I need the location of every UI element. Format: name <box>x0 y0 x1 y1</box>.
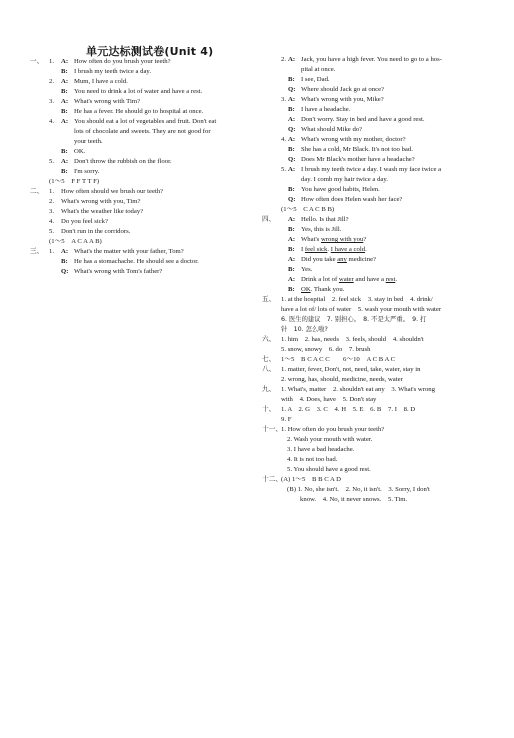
answer-text: Drink a lot of water and have a rest. <box>301 276 398 283</box>
answer-text: What's wrong with you? <box>301 236 367 243</box>
answer-text: with 4. Does, have 5. Don't stay <box>281 396 377 403</box>
answer-text: (1～5 A C A A B) <box>49 238 102 245</box>
speaker-label: B: <box>61 88 68 95</box>
answer-text: 2. wrong, has, should, medicine, needs, water <box>281 376 403 383</box>
answer-text: What's wrong with you, Mike? <box>301 96 384 103</box>
answer-line <box>262 65 494 75</box>
section-number: 十一、 <box>262 426 283 433</box>
answer-line <box>262 315 494 325</box>
speaker-label: Q: <box>288 156 296 163</box>
section-number: 二、 <box>30 188 44 195</box>
answer-text: I see, Dad. <box>301 76 330 83</box>
answer-line <box>262 335 494 345</box>
answer-column-right <box>262 55 494 505</box>
answer-text: Where should Jack go at once? <box>301 86 385 93</box>
answer-text: (1～5 C A C B B) <box>281 206 335 213</box>
speaker-label: Q: <box>61 268 69 275</box>
answer-text: 5. snow, snowy 6. do 7. brush <box>281 346 371 353</box>
answer-text: pital at once. <box>301 66 336 73</box>
speaker-label: A: <box>288 276 296 283</box>
answer-text: (1～5 F F T T F) <box>49 178 100 185</box>
answer-line <box>262 55 494 65</box>
answer-text: What's wrong with you, Tim? <box>61 198 141 205</box>
answer-text: 1. matter, fever, Don't, not, need, take, water, stay in <box>281 366 421 373</box>
answer-text: What should Mike do? <box>301 126 363 133</box>
answer-line <box>30 177 262 187</box>
item-number: 5. <box>281 166 287 173</box>
answer-line <box>262 225 494 235</box>
speaker-label: A: <box>61 58 69 65</box>
answer-text: Don't run in the corridors. <box>61 228 131 235</box>
answer-text: Don't worry. Stay in bed and have a good rest. <box>301 116 425 123</box>
answer-line <box>30 97 262 107</box>
answer-line <box>30 127 262 137</box>
answer-line <box>30 147 262 157</box>
answer-text: I brush my teeth twice a day. I wash my face twice a <box>301 166 442 173</box>
item-number: 5. <box>49 228 55 235</box>
answer-text: your teeth. <box>74 138 103 145</box>
answer-text: 1. What's, matter 2. shouldn't eat any 3. What's wrong <box>281 386 435 393</box>
answer-text: 1. him 2. has, needs 3. feels, should 4. shouldn't <box>281 336 424 343</box>
answer-line <box>262 145 494 155</box>
answer-line <box>30 77 262 87</box>
section-number: 七、 <box>262 356 276 363</box>
answer-text: Don't throw the rubbish on the floor. <box>74 158 172 165</box>
answer-line <box>262 135 494 145</box>
speaker-label: A: <box>288 96 296 103</box>
answer-text: What's the matter with your father, Tom? <box>74 248 184 255</box>
section-number: 六、 <box>262 336 276 343</box>
answer-text: I'm sorry. <box>74 168 100 175</box>
speaker-label: A: <box>288 166 296 173</box>
answer-text: Do you feel sick? <box>61 218 108 225</box>
item-number: 1. <box>49 58 55 65</box>
speaker-label: B: <box>61 168 68 175</box>
item-number: 3. <box>49 208 55 215</box>
section-number: 四、 <box>262 216 276 223</box>
answer-line <box>262 195 494 205</box>
answer-text: He has a stomachache. He should see a doctor. <box>74 258 199 265</box>
answer-text: Hello. Is that Jill? <box>301 216 349 223</box>
item-number: 3. <box>49 98 55 105</box>
answer-text: What's wrong with Tim? <box>74 98 141 105</box>
answer-text: 2. Wash your mouth with water. <box>287 436 373 443</box>
speaker-label: B: <box>61 148 68 155</box>
speaker-label: B: <box>288 106 295 113</box>
speaker-label: B: <box>61 108 68 115</box>
answer-line <box>30 67 262 77</box>
answer-text: She has a cold, Mr Black. It's not too bad. <box>301 146 413 153</box>
section-number: 十二、 <box>262 476 283 483</box>
answer-text: OK. <box>74 148 86 155</box>
speaker-label: B: <box>61 258 68 265</box>
answer-line <box>262 425 494 435</box>
answer-line <box>262 245 494 255</box>
item-number: 2. <box>49 198 55 205</box>
answer-line <box>262 155 494 165</box>
answer-line <box>262 485 494 495</box>
answer-text: Did you take any medicine? <box>301 256 377 263</box>
answer-line <box>262 105 494 115</box>
speaker-label: A: <box>61 118 69 125</box>
answer-line <box>30 227 262 237</box>
speaker-label: Q: <box>288 126 296 133</box>
section-number: 三、 <box>30 248 44 255</box>
answer-line <box>30 197 262 207</box>
item-number: 1. <box>49 188 55 195</box>
answer-line <box>262 235 494 245</box>
answer-text: He has a fever. He should go to hospital at once. <box>74 108 204 115</box>
answer-line <box>262 455 494 465</box>
answer-line <box>262 405 494 415</box>
answer-line <box>262 325 494 335</box>
answer-text: How often do you brush your teeth? <box>74 58 171 65</box>
answer-text: 4. It is not too bad. <box>287 456 338 463</box>
answer-line <box>262 435 494 445</box>
answer-line <box>30 267 262 277</box>
speaker-label: A: <box>61 158 69 165</box>
item-number: 2. <box>281 56 287 63</box>
answer-line <box>262 125 494 135</box>
answer-text: 6. 医生的建议 7. 别担心。 8. 不是太严重。 9. 打 <box>281 316 427 323</box>
speaker-label: A: <box>288 216 296 223</box>
answer-line <box>262 175 494 185</box>
answer-text: 针 10. 怎么啦? <box>281 326 328 333</box>
speaker-label: A: <box>288 116 296 123</box>
answer-text: 3. I have a bad headache. <box>287 446 355 453</box>
answer-line <box>262 215 494 225</box>
answer-line <box>262 75 494 85</box>
page-title: 单元达标测试卷(Unit 4) <box>86 45 214 58</box>
answer-line <box>262 295 494 305</box>
answer-text: You have good habits, Helen. <box>301 186 380 193</box>
answer-text: Jack, you have a high fever. You need to go to a hos- <box>301 56 442 63</box>
answer-line <box>30 157 262 167</box>
answer-text: (A) 1～5 B B C A D <box>281 476 342 483</box>
item-number: 4. <box>49 218 55 225</box>
speaker-label: B: <box>61 68 68 75</box>
answer-line <box>30 257 262 267</box>
answer-text: 1. How often do you brush your teeth? <box>281 426 385 433</box>
answer-line <box>30 167 262 177</box>
item-number: 1. <box>49 248 55 255</box>
speaker-label: Q: <box>288 86 296 93</box>
answer-text: How often should we brush our teeth? <box>61 188 164 195</box>
answer-text: What's the weather like today? <box>61 208 144 215</box>
answer-line <box>30 207 262 217</box>
answer-line <box>30 187 262 197</box>
answer-text: lots of chocolate and sweets. They are not good for <box>74 128 211 135</box>
section-number: 九、 <box>262 386 276 393</box>
answer-line <box>30 57 262 67</box>
speaker-label: B: <box>288 186 295 193</box>
answer-line <box>262 285 494 295</box>
answer-line <box>262 395 494 405</box>
answer-line <box>262 475 494 485</box>
speaker-label: A: <box>61 78 69 85</box>
answer-text: Does Mr Black's mother have a headache? <box>301 156 415 163</box>
item-number: 4. <box>281 136 287 143</box>
answer-text: Mum, I have a cold. <box>74 78 128 85</box>
speaker-label: A: <box>61 98 69 105</box>
speaker-label: A: <box>288 56 296 63</box>
answer-text: 9. F <box>281 416 292 423</box>
answer-line <box>262 355 494 365</box>
answer-line <box>262 205 494 215</box>
answer-line <box>30 137 262 147</box>
answer-text: How often does Helen wash her face? <box>301 196 403 203</box>
answer-text: (B) 1. No, she isn't. 2. No, it isn't. 3. Sorry, I don't <box>287 486 430 493</box>
answer-line <box>30 217 262 227</box>
answer-line <box>30 237 262 247</box>
answer-line <box>262 415 494 425</box>
answer-line <box>262 265 494 275</box>
section-number: 八、 <box>262 366 276 373</box>
answer-text: OK. Thank you. <box>301 286 345 293</box>
item-number: 5. <box>49 158 55 165</box>
item-number: 4. <box>49 118 55 125</box>
answer-text: Yes. <box>301 266 313 273</box>
item-number: 3. <box>281 96 287 103</box>
speaker-label: B: <box>288 246 295 253</box>
answer-text: What's wrong with Tom's father? <box>74 268 163 275</box>
answer-column-left <box>30 57 262 277</box>
answer-line <box>262 275 494 285</box>
answer-text: 1. at the hospital 2. feel sick 3. stay in bed 4. drink/ <box>281 296 433 303</box>
answer-text: I have a headache. <box>301 106 351 113</box>
answer-line <box>262 165 494 175</box>
speaker-label: A: <box>288 256 296 263</box>
speaker-label: B: <box>288 76 295 83</box>
speaker-label: B: <box>288 146 295 153</box>
speaker-label: B: <box>288 286 295 293</box>
answer-text: Yes, this is Jill. <box>301 226 342 233</box>
section-number: 五、 <box>262 296 276 303</box>
speaker-label: A: <box>288 136 296 143</box>
answer-line <box>262 495 494 505</box>
answer-text: 5. You should have a good rest. <box>287 466 371 473</box>
answer-line <box>262 305 494 315</box>
answer-text: day. I comb my hair twice a day. <box>301 176 388 183</box>
speaker-label: A: <box>288 236 296 243</box>
answer-text: 1～5 B C A C C 6～10 A C B A C <box>281 356 396 363</box>
item-number: 2. <box>49 78 55 85</box>
answer-line <box>262 375 494 385</box>
answer-text: I feel sick. I have a cold. <box>301 246 367 253</box>
answer-text: have a lot of/ lots of water 5. wash your mouth with water <box>281 306 442 313</box>
answer-line <box>30 247 262 257</box>
answer-line <box>262 365 494 375</box>
answer-text: What's wrong with my mother, doctor? <box>301 136 406 143</box>
speaker-label: A: <box>61 248 69 255</box>
answer-line <box>30 107 262 117</box>
speaker-label: B: <box>288 266 295 273</box>
answer-line <box>262 345 494 355</box>
answer-line <box>262 465 494 475</box>
answer-line <box>262 255 494 265</box>
answer-text: know. 4. No, it never snows. 5. Tim. <box>300 496 408 503</box>
answer-line <box>262 445 494 455</box>
answer-text: You need to drink a lot of water and have a rest. <box>74 88 203 95</box>
answer-text: I brush my teeth twice a day. <box>74 68 152 75</box>
answer-line <box>262 115 494 125</box>
answer-line <box>262 85 494 95</box>
answer-text: 1. A 2. G 3. C 4. H 5. E 6. B 7. I 8. D <box>281 406 416 413</box>
answer-text: You should eat a lot of vegetables and fruit. Don't eat <box>74 118 217 125</box>
speaker-label: B: <box>288 226 295 233</box>
answer-line <box>30 117 262 127</box>
section-number: 十、 <box>262 406 276 413</box>
answer-line <box>262 185 494 195</box>
answer-line <box>30 87 262 97</box>
section-number: 一、 <box>30 58 44 65</box>
answer-line <box>262 385 494 395</box>
answer-line <box>262 95 494 105</box>
speaker-label: Q: <box>288 196 296 203</box>
